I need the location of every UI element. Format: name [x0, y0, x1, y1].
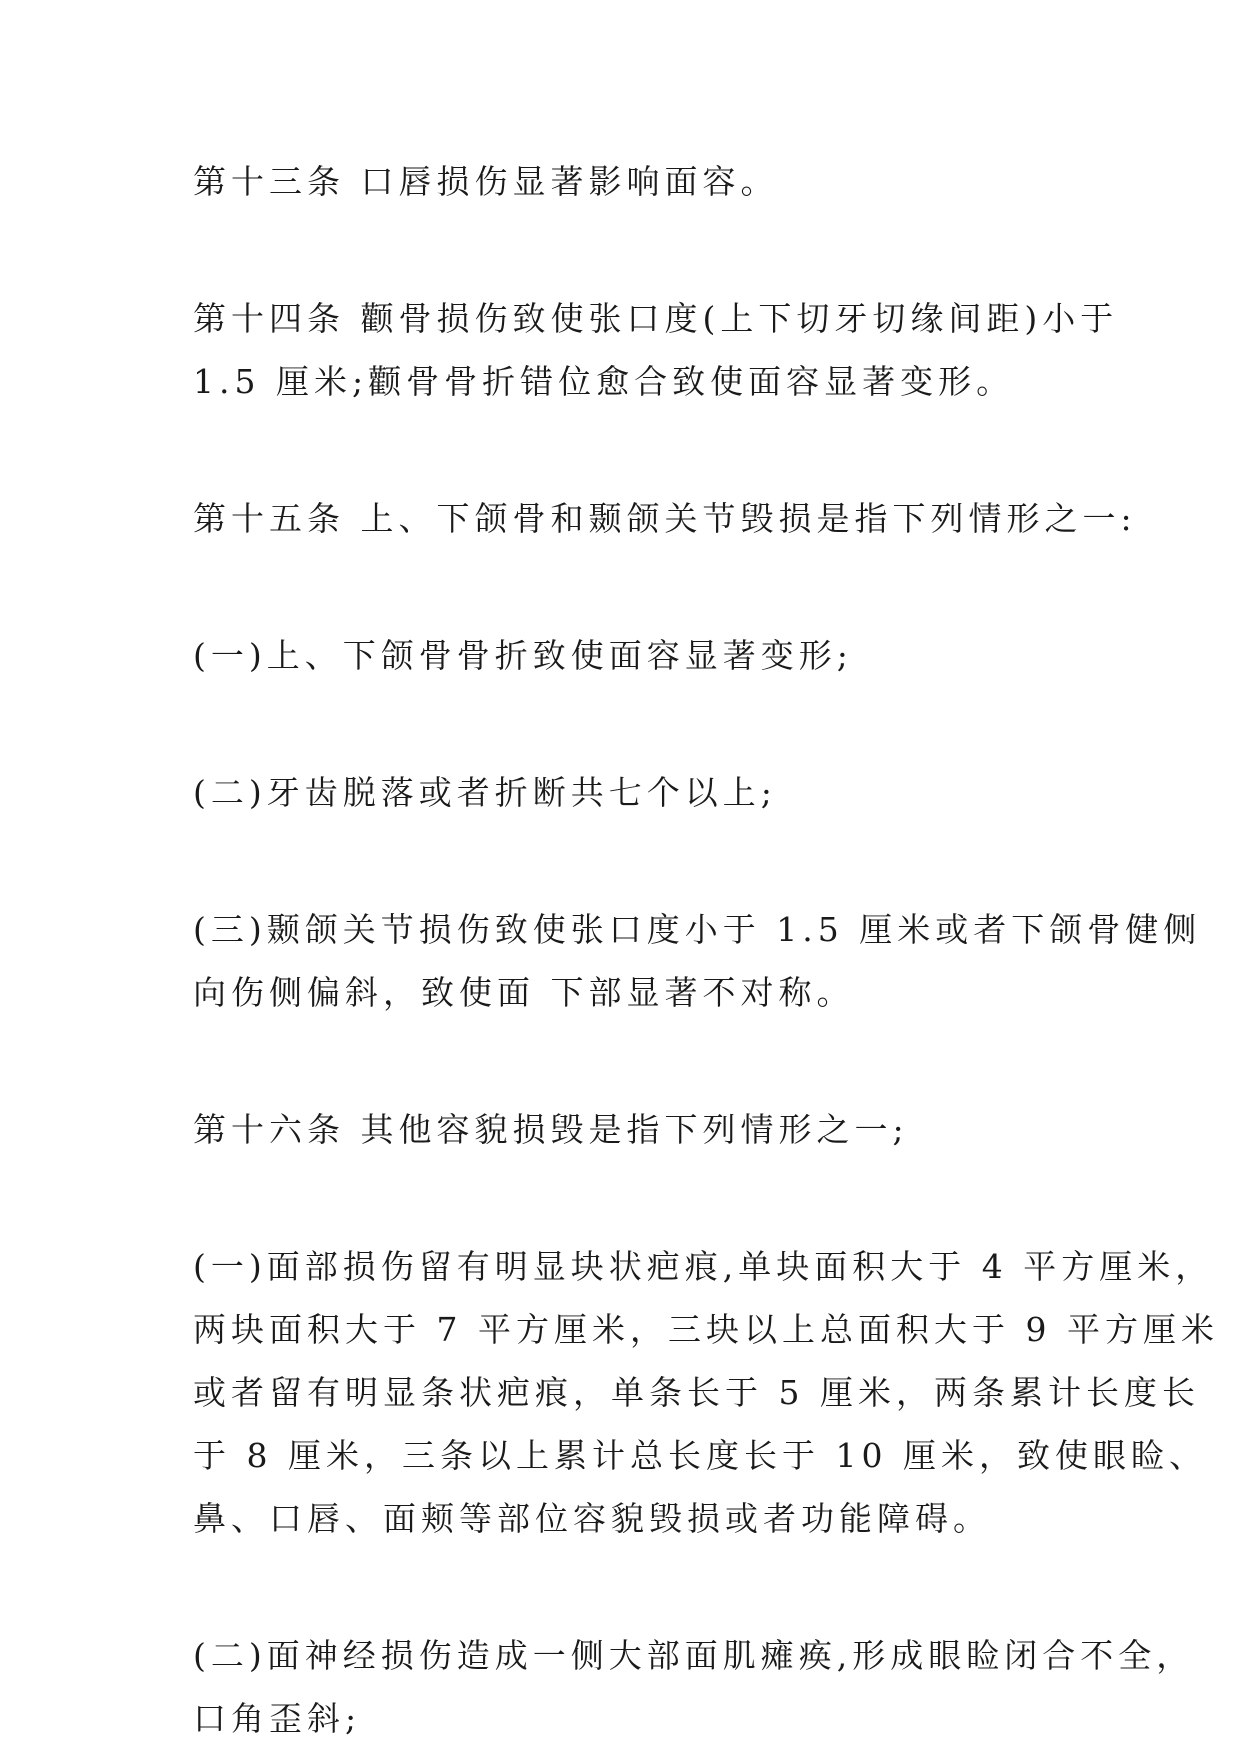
text-line: 两块面积大于 7 平方厘米，三块以上总面积大于 9 平方厘米 — [193, 1310, 1219, 1349]
text-line: 向伤侧偏斜，致使面 下部显著不对称。 — [193, 973, 855, 1012]
text-line: 第十五条 上、下颌骨和颞颌关节毁损是指下列情形之一: — [193, 499, 1137, 538]
article-16-item-2 — [193, 1624, 1195, 1750]
text-line: (二)牙齿脱落或者折断共七个以上; — [193, 773, 777, 812]
text-line: 或者留有明显条状疤痕，单条长于 5 厘米，两条累计长度长 — [193, 1373, 1200, 1412]
text-line: 1.5 厘米;颧骨骨折错位愈合致使面容显著变形。 — [193, 362, 1015, 401]
text-line: 第十三条 口唇损伤显著影响面容。 — [193, 162, 779, 201]
text-line: 第十四条 颧骨损伤致使张口度(上下切牙切缘间距)小于 — [193, 299, 1119, 338]
article-16-item-1 — [193, 1235, 1219, 1550]
text-line: 鼻、口唇、面颊等部位容貌毁损或者功能障碍。 — [193, 1499, 991, 1538]
text-line: 第十六条 其他容貌损毁是指下列情形之一; — [193, 1110, 909, 1149]
article-13 — [193, 150, 1063, 213]
article-15 — [193, 487, 1137, 550]
text-line: (一)面部损伤留有明显块状疤痕,单块面积大于 4 平方厘米， — [193, 1247, 1214, 1286]
article-16 — [193, 1098, 1063, 1161]
text-line: (一)上、下颌骨骨折致使面容显著变形; — [193, 636, 853, 675]
article-15-item-1 — [193, 624, 1063, 687]
article-15-item-3 — [193, 898, 1202, 1024]
document-body — [193, 150, 1219, 1750]
text-line: (三)颞颌关节损伤致使张口度小于 1.5 厘米或者下颌骨健侧 — [193, 910, 1202, 949]
text-line: 于 8 厘米，三条以上累计总长度长于 10 厘米，致使眼睑、 — [193, 1436, 1207, 1475]
article-15-item-2 — [193, 761, 1063, 824]
text-line: (二)面神经损伤造成一侧大部面肌瘫痪,形成眼睑闭合不全， — [193, 1636, 1195, 1675]
text-line: 口角歪斜; — [193, 1699, 362, 1738]
article-14 — [193, 287, 1119, 413]
